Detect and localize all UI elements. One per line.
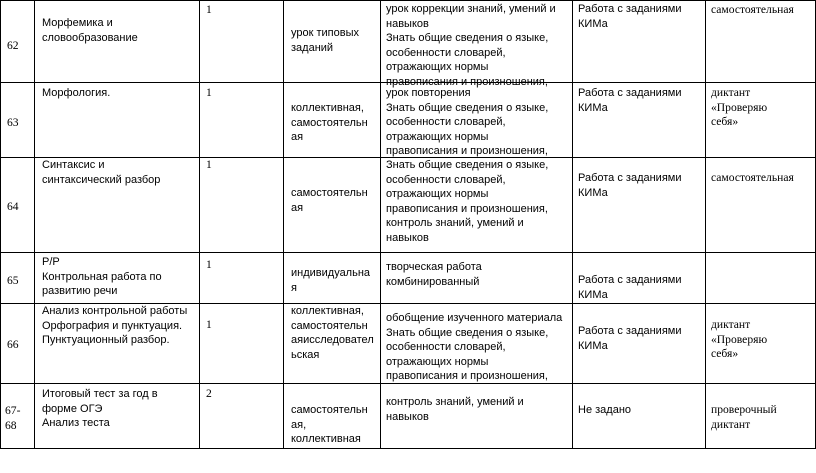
topic-cell: Итоговый тест за год в форме ОГЭ Анализ теста [42,388,158,430]
content-cell: творческая работа комбинированный [386,261,482,288]
row-number: 67- 68 [5,404,21,432]
control-cell: проверочный диктант [711,403,777,431]
control-cell: диктант «Проверяю себя» [711,318,768,361]
topic-cell: Синтаксис и синтаксический разбор [42,159,161,186]
hours-cell: 1 [206,86,212,99]
row-number: 64 [7,200,19,213]
hours-cell: 1 [206,158,212,171]
tasks-cell: Работа с заданиями КИМа [578,325,682,352]
content-cell: урок коррекции знаний, умений и навыков Знать общие сведения о языке, особенности словарей, отражающих нормы правописания и произношения, [386,3,556,88]
topic-cell: Морфемика и словообразование [42,17,138,44]
tasks-cell: Работа с заданиями КИМа [578,3,682,30]
tasks-cell: Работа с заданиями КИМа [578,87,682,114]
hours-cell: 1 [206,3,212,16]
lesson-form-cell: самостоятельн ая [291,187,368,214]
content-cell: Знать общие сведения о языке, особенности словарей, отражающих нормы правописания и произношения, контроль знаний, умений и навыков [386,159,549,244]
content-cell: урок повторения Знать общие сведения о языке, особенности словарей, отражающих нормы правописания и произношения, [386,87,549,158]
content-cell: контроль знаний, умений и навыков [386,396,524,423]
lesson-form-cell: самостоятельн ая, коллективная [291,404,368,446]
control-cell: самостоятельная [711,3,794,16]
row-number: 62 [7,39,19,52]
lesson-form-cell: коллективная, самостоятельн аяисследовател ьская [291,305,374,361]
topic-cell: Анализ контрольной работы Орфография и пунктуация. Пунктуационный разбор. [42,305,188,347]
hours-cell: 1 [206,318,212,331]
tasks-cell: Работа с заданиями КИМа [578,172,682,199]
control-cell: диктант «Проверяю себя» [711,86,768,129]
topic-cell: Морфология. [42,87,111,99]
row-number: 66 [7,338,19,351]
hours-cell: 2 [206,387,212,400]
lesson-form-cell: урок типовых заданий [291,27,359,54]
tasks-cell: Не задано [578,404,632,416]
control-cell: самостоятельная [711,171,794,184]
topic-cell: Р/Р Контрольная работа по развитию речи [42,256,162,298]
row-number: 63 [7,116,19,129]
lesson-form-cell: коллективная, самостоятельн ая [291,102,368,144]
content-cell: обобщение изученного материала Знать общие сведения о языке, особенности словарей, отражающих нормы правописания и произношения, [386,312,563,383]
row-number: 65 [7,274,19,287]
lesson-form-cell: индивидуальна я [291,267,371,294]
hours-cell: 1 [206,258,212,271]
tasks-cell: Работа с заданиями КИМа [578,274,682,301]
